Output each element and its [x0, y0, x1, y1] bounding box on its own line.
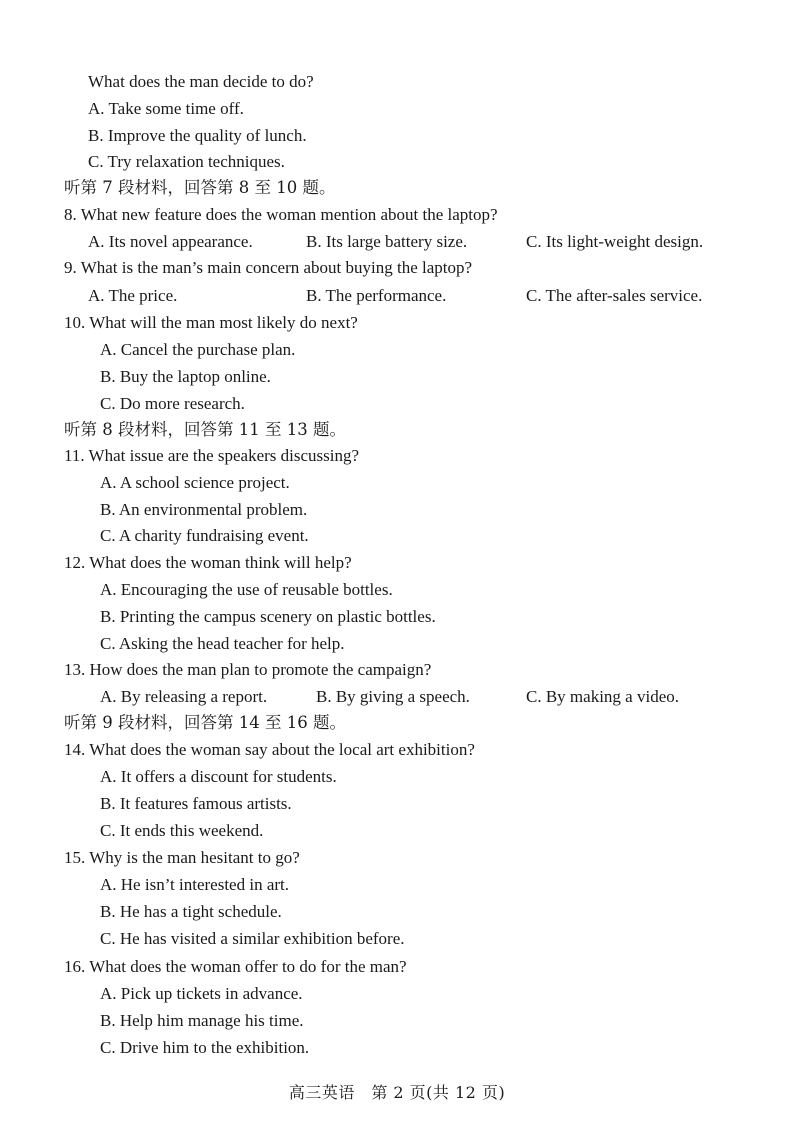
- question-13-stem: 13. How does the man plan to promote the campaign?: [64, 660, 432, 679]
- question-7-stem: What does the man decide to do?: [88, 72, 314, 91]
- q12-option-a: A. Encouraging the use of reusable bottles.: [100, 580, 393, 599]
- q8-option-a: A. Its novel appearance.: [88, 232, 253, 251]
- q9-option-b: B. The performance.: [306, 286, 447, 305]
- q13-option-c: C. By making a video.: [526, 687, 679, 706]
- question-12-stem: 12. What does the woman think will help?: [64, 553, 352, 572]
- q16-option-b: B. Help him manage his time.: [100, 1011, 304, 1030]
- q13-option-b: B. By giving a speech.: [316, 687, 470, 706]
- q15-option-c: C. He has visited a similar exhibition before.: [100, 929, 405, 948]
- question-8-stem: 8. What new feature does the woman mention about the laptop?: [64, 205, 498, 224]
- q7-option-c: C. Try relaxation techniques.: [88, 152, 285, 171]
- q11-option-b: B. An environmental problem.: [100, 500, 308, 519]
- q11-option-a: A. A school science project.: [100, 473, 290, 492]
- question-15-stem: 15. Why is the man hesitant to go?: [64, 848, 300, 867]
- page-footer: 高三英语 第 2 页(共 12 页): [288, 1083, 506, 1102]
- question-10-stem: 10. What will the man most likely do next?: [64, 313, 358, 332]
- q15-option-a: A. He isn’t interested in art.: [100, 875, 290, 894]
- q10-option-a: A. Cancel the purchase plan.: [100, 340, 296, 359]
- q7-option-b: B. Improve the quality of lunch.: [88, 126, 307, 145]
- q9-options-row: [88, 285, 702, 307]
- q12-option-b: B. Printing the campus scenery on plastic bottles.: [100, 607, 436, 626]
- question-16-stem: 16. What does the woman offer to do for the man?: [64, 957, 407, 976]
- q13-options-row: [100, 686, 679, 708]
- q11-option-c: C. A charity fundraising event.: [100, 526, 309, 545]
- q16-option-a: A. Pick up tickets in advance.: [100, 984, 303, 1003]
- question-9-stem: 9. What is the man’s main concern about buying the laptop?: [64, 258, 473, 277]
- q9-option-a: A. The price.: [88, 286, 178, 305]
- q7-option-a: A. Take some time off.: [88, 99, 244, 118]
- q16-option-c: C. Drive him to the exhibition.: [100, 1038, 310, 1057]
- q10-option-b: B. Buy the laptop online.: [100, 367, 271, 386]
- section-instruction-9: 听第 9 段材料，回答第 14 至 16 题。: [64, 713, 346, 732]
- q8-options-row: [88, 231, 703, 253]
- q14-option-a: A. It offers a discount for students.: [100, 767, 337, 786]
- q9-option-c: C. The after-sales service.: [526, 286, 703, 305]
- q8-option-c: C. Its light-weight design.: [526, 232, 704, 251]
- question-11-stem: 11. What issue are the speakers discussing?: [64, 446, 360, 465]
- q14-option-c: C. It ends this weekend.: [100, 821, 264, 840]
- question-14-stem: 14. What does the woman say about the local art exhibition?: [64, 740, 475, 759]
- q12-option-c: C. Asking the head teacher for help.: [100, 634, 345, 653]
- q8-option-b: B. Its large battery size.: [306, 232, 468, 251]
- q10-option-c: C. Do more research.: [100, 394, 245, 413]
- section-instruction-7: 听第 7 段材料，回答第 8 至 10 题。: [64, 178, 336, 197]
- q13-option-a: A. By releasing a report.: [100, 687, 268, 706]
- section-instruction-8: 听第 8 段材料，回答第 11 至 13 题。: [64, 420, 346, 439]
- q14-option-b: B. It features famous artists.: [100, 794, 292, 813]
- q15-option-b: B. He has a tight schedule.: [100, 902, 282, 921]
